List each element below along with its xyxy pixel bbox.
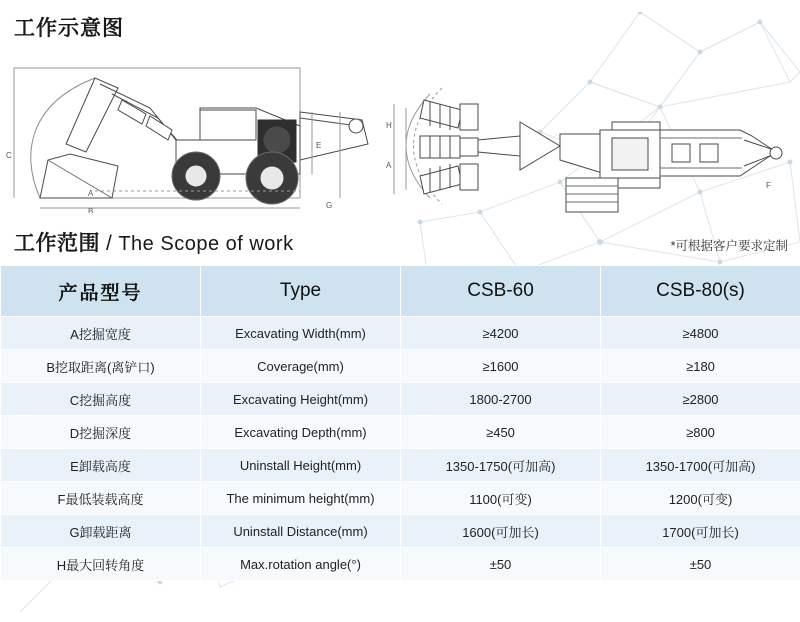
row-label: G卸载距离 [1,515,201,548]
table-row [1,416,800,449]
row-csb60: 1600(可加长) [401,515,601,548]
scope-title [14,227,294,257]
row-type: Uninstall Distance(mm) [201,515,401,548]
row-label: C挖掘高度 [1,383,201,416]
row-csb80s: ≥4800 [601,317,800,350]
row-type: Uninstall Height(mm) [201,449,401,482]
row-csb80s: ±50 [601,548,800,581]
scope-title-cn: 工作范围 [14,227,100,257]
row-type: Excavating Depth(mm) [201,416,401,449]
row-label: B挖取距离(离铲口) [1,350,201,383]
row-csb60: ≥4200 [401,317,601,350]
row-label: E卸载高度 [1,449,201,482]
row-csb60: ±50 [401,548,601,581]
row-label: A挖掘宽度 [1,317,201,350]
scope-title-en: The Scope of work [118,233,293,256]
row-csb60: 1800-2700 [401,383,601,416]
header-csb60: CSB-60 [401,266,601,317]
table-row [1,317,800,350]
svg-text:A: A [88,189,94,198]
header-csb80s: CSB-80(s) [601,266,800,317]
svg-text:B: B [88,207,93,213]
row-label: D挖掘深度 [1,416,201,449]
row-csb80s: ≥800 [601,416,800,449]
header-model: 产品型号 [1,266,201,317]
svg-text:C: C [6,151,12,160]
row-csb60: ≥450 [401,416,601,449]
table-row [1,482,800,515]
row-csb80s: 1350-1700(可加高) [601,449,800,482]
row-type: Max.rotation angle(°) [201,548,401,581]
row-csb80s: ≥2800 [601,383,800,416]
table-row [1,548,800,581]
row-label: H最大回转角度 [1,548,201,581]
svg-text:A: A [386,161,392,170]
row-csb60: 1350-1750(可加高) [401,449,601,482]
row-csb80s: 1700(可加长) [601,515,800,548]
row-type: The minimum height(mm) [201,482,401,515]
diagram-area [0,48,800,213]
row-csb80s: ≥180 [601,350,800,383]
custom-note: *可根据客户要求定制 [671,236,788,254]
table-row [1,383,800,416]
table-row [1,449,800,482]
row-label: F最低装载高度 [1,482,201,515]
row-type: Coverage(mm) [201,350,401,383]
diagram-title: 工作示意图 [14,12,800,42]
svg-text:G: G [326,201,332,210]
table-row [1,515,800,548]
svg-text:F: F [766,181,771,190]
svg-text:E: E [316,141,321,150]
row-csb60: ≥1600 [401,350,601,383]
scope-header-row [0,227,800,257]
svg-text:H: H [386,121,392,130]
table-header-row [1,266,800,317]
row-csb60: 1100(可变) [401,482,601,515]
row-csb80s: 1200(可变) [601,482,800,515]
row-type: Excavating Width(mm) [201,317,401,350]
spec-table [0,265,800,581]
header-type: Type [201,266,401,317]
row-type: Excavating Height(mm) [201,383,401,416]
scope-title-separator: / [106,232,112,256]
table-row [1,350,800,383]
